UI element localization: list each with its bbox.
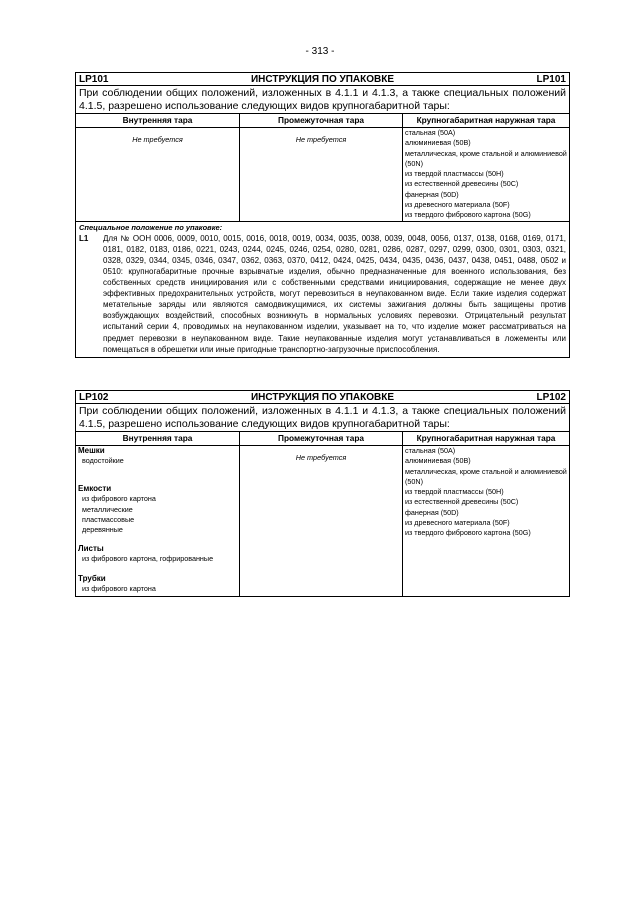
outer-item: стальная (50A) bbox=[405, 128, 456, 137]
outer-item: металлическая, кроме стальной и алюминиевой (50N) bbox=[405, 148, 567, 168]
outer-item: из естественной древесины (50C) bbox=[405, 179, 519, 189]
outer-item: стальная (50A) bbox=[405, 446, 456, 455]
intermediate-column bbox=[239, 432, 402, 596]
outer-item: из твердой пластмассы (50H) bbox=[405, 487, 504, 497]
intermediate-column-header: Промежуточная тара bbox=[240, 432, 402, 446]
inner-column-header: Внутренняя тара bbox=[76, 432, 239, 446]
outer-item: из древесного материала (50F) bbox=[405, 200, 510, 210]
inner-group-item: пластмассовые bbox=[82, 514, 135, 524]
intermediate-column bbox=[239, 114, 402, 221]
outer-item: из естественной древесины (50C) bbox=[405, 497, 519, 507]
outer-item: фанерная (50D) bbox=[405, 507, 459, 517]
inner-group-item: водостойкие bbox=[82, 456, 124, 465]
intermediate-not-required: Не требуется bbox=[295, 135, 347, 144]
instruction-code-right: LP101 bbox=[536, 74, 566, 85]
inner-group-item: из фибрового картона bbox=[82, 583, 156, 593]
instruction-intro: При соблюдении общих положений, изложенных в 4.1.1 и 4.1.3, а также специальных положений 4.1.5, разрешено использование следующих видов крупногабаритной тары: bbox=[76, 86, 569, 114]
special-provision-code: L1 bbox=[79, 233, 89, 243]
inner-column bbox=[76, 114, 239, 221]
inner-group-item: из фибрового картона, гофрированные bbox=[82, 554, 214, 564]
instruction-code-left: LP101 bbox=[79, 74, 109, 85]
instruction-title: ИНСТРУКЦИЯ ПО УПАКОВКЕ bbox=[250, 392, 395, 403]
inner-column bbox=[76, 432, 239, 596]
outer-column-header: Крупногабаритная наружная тара bbox=[403, 114, 569, 128]
outer-item: из твердой пластмассы (50H) bbox=[405, 169, 504, 179]
inner-column-header: Внутренняя тара bbox=[76, 114, 239, 128]
intermediate-column-header: Промежуточная тара bbox=[240, 114, 402, 128]
outer-item: из твердого фибрового картона (50G) bbox=[405, 528, 531, 538]
outer-column bbox=[402, 114, 569, 221]
outer-item: из древесного материала (50F) bbox=[405, 518, 510, 528]
inner-not-required: Не требуется bbox=[132, 135, 183, 144]
outer-item: фанерная (50D) bbox=[405, 189, 459, 199]
page-number: - 313 - bbox=[305, 46, 335, 57]
inner-group-title: Листы bbox=[78, 544, 104, 554]
special-provision-text: Для № ООН 0006, 0009, 0010, 0015, 0016, 0018, 0019, 0034, 0035, 0038, 0039, 0048, 0056, 0137, 0138, 0168, 0169, 0171, 0181, 0182, 0183, 0186, 0221, 0243, 0244, 0245, 0246, 0254, 0280, 0281, 0286, 0287, 0297, 0299, 0300, 0301, 0303, 0321, 0328, 0329, 0344, 0345, 0346, 0347, 0362, 0363, 0370, 0412, 0424, 0425, 0434, 0435, 0436, 0437, 0438, 0451, 0488, 0502 и 0510: крупногабаритные прочные взрывчатые изделия, обычно предназначенные для военного использования, без собственных средств инициирования или с собственными средствами инициирования, содержащие не менее двух эффективных предохранительных устройств, могут перевозиться в неупакованном виде. Если такие изделия содержат метательные заряды или являются самодвижущимися, их системы зажигания должны быть защищены против возбуждающих воздействий, способных возникнуть в нормальных условиях перевозки. Отрицательный результат испытаний серии 4, проводимых на неупакованном изделии, указывает на то, что изделие может рассматриваться на предмет перевозки в неупакованном виде. Такие неупакованные изделия могут устанавливаться в ложементы или помещаться в обрешетки или иные пригодные транспортно-загрузочные приспособления. bbox=[103, 233, 566, 354]
packaging-table bbox=[76, 432, 569, 596]
inner-group-item: деревянные bbox=[82, 525, 123, 535]
instruction-header bbox=[76, 391, 569, 404]
instruction-lp101 bbox=[75, 72, 570, 358]
outer-column-header: Крупногабаритная наружная тара bbox=[403, 432, 569, 446]
packaging-table bbox=[76, 114, 569, 221]
inner-group-title: Трубки bbox=[78, 573, 106, 583]
inner-group-item: металлические bbox=[82, 504, 133, 514]
outer-item: алюминиевая (50B) bbox=[405, 456, 471, 466]
inner-group-title: Мешки bbox=[78, 446, 105, 455]
instruction-header bbox=[76, 73, 569, 86]
instruction-intro: При соблюдении общих положений, изложенных в 4.1.1 и 4.1.3, а также специальных положений 4.1.5, разрешено использование следующих видов крупногабаритной тары: bbox=[76, 404, 569, 432]
outer-item: из твердого фибрового картона (50G) bbox=[405, 210, 531, 220]
outer-column bbox=[402, 432, 569, 596]
special-provision bbox=[76, 221, 569, 357]
instruction-code-right: LP102 bbox=[536, 392, 566, 403]
outer-item: алюминиевая (50B) bbox=[405, 138, 471, 148]
instruction-title: ИНСТРУКЦИЯ ПО УПАКОВКЕ bbox=[250, 74, 395, 85]
intermediate-not-required: Не требуется bbox=[295, 453, 347, 462]
instruction-code-left: LP102 bbox=[79, 392, 109, 403]
inner-group-title: Емкости bbox=[78, 484, 112, 494]
inner-group-item: из фибрового картона bbox=[82, 494, 156, 504]
special-provision-title: Специальное положение по упаковке: bbox=[79, 222, 223, 232]
instruction-lp102 bbox=[75, 390, 570, 597]
outer-item: металлическая, кроме стальной и алюминиевой (50N) bbox=[405, 466, 567, 486]
